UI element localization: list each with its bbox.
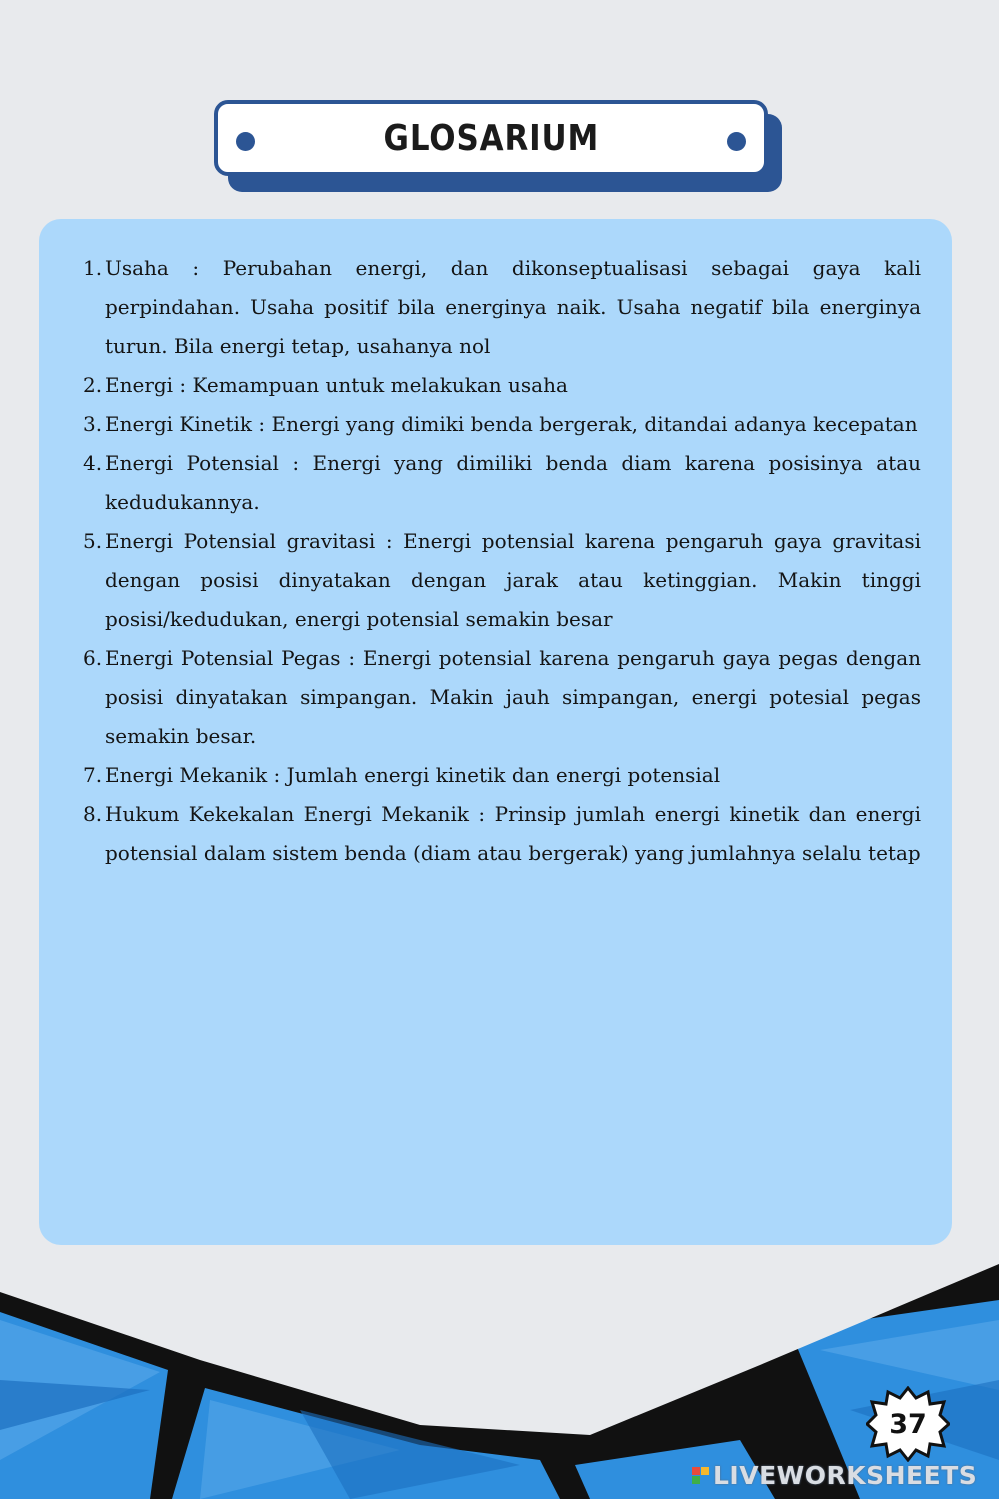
glossary-item-number: 1. (83, 256, 103, 280)
glossary-item-number: 7. (83, 763, 103, 787)
glossary-item-number: 2. (83, 373, 103, 397)
liveworksheets-logo-icon (692, 1467, 709, 1484)
glossary-item-text: Energi Potensial : Energi yang dimiliki benda diam karena posisinya atau kedudukannya. (105, 451, 921, 514)
glossary-item-number: 6. (83, 646, 103, 670)
glossary-item-text: Usaha : Perubahan energi, dan dikonseptualisasi sebagai gaya kali perpindahan. Usaha positif bila energinya naik. Usaha negatif bila energinya turun. Bila energi tetap, usahanya nol (105, 256, 921, 358)
glossary-item-text: Energi Potensial Pegas : Energi potensial karena pengaruh gaya pegas dengan posisi dinyatakan simpangan. Makin jauh simpangan, energi potesial pegas semakin besar. (105, 646, 921, 748)
title-dot-left-icon (236, 132, 255, 151)
title-dot-right-icon (727, 132, 746, 151)
glossary-item (83, 366, 921, 405)
glossary-item (83, 405, 921, 444)
glossary-item-number: 3. (83, 412, 103, 436)
glossary-item-text: Energi Mekanik : Jumlah energi kinetik dan energi potensial (105, 763, 721, 787)
glossary-panel (39, 219, 952, 1245)
glossary-item (83, 249, 921, 366)
liveworksheets-logo (692, 1460, 977, 1490)
glossary-list (83, 249, 921, 873)
page-number-badge (866, 1386, 950, 1462)
title-banner (214, 100, 786, 196)
glossary-item (83, 756, 921, 795)
glossary-item (83, 444, 921, 522)
glossary-item-text: Energi Kinetik : Energi yang dimiki benda bergerak, ditandai adanya kecepatan (105, 412, 918, 436)
glossary-item-text: Energi : Kemampuan untuk melakukan usaha (105, 373, 568, 397)
glossary-item-number: 4. (83, 451, 103, 475)
page-number: 37 (889, 1408, 927, 1440)
glossary-item (83, 639, 921, 756)
glossary-item-text: Energi Potensial gravitasi : Energi potensial karena pengaruh gaya gravitasi dengan posisi dinyatakan dengan jarak atau ketinggian. Makin tinggi posisi/kedudukan, energi potensial semakin besar (105, 529, 921, 631)
glossary-item-number: 5. (83, 529, 103, 553)
liveworksheets-watermark: LIVEWORKSHEETS (713, 1460, 978, 1490)
glossary-item-text: Hukum Kekekalan Energi Mekanik : Prinsip jumlah energi kinetik dan energi potensial dalam sistem benda (diam atau bergerak) yang jumlahnya selalu tetap (105, 802, 921, 865)
title-banner-box (214, 100, 768, 176)
glossary-item (83, 795, 921, 873)
glossary-item (83, 522, 921, 639)
page-title: GLOSARIUM (383, 117, 599, 159)
glossary-item-number: 8. (83, 802, 103, 826)
